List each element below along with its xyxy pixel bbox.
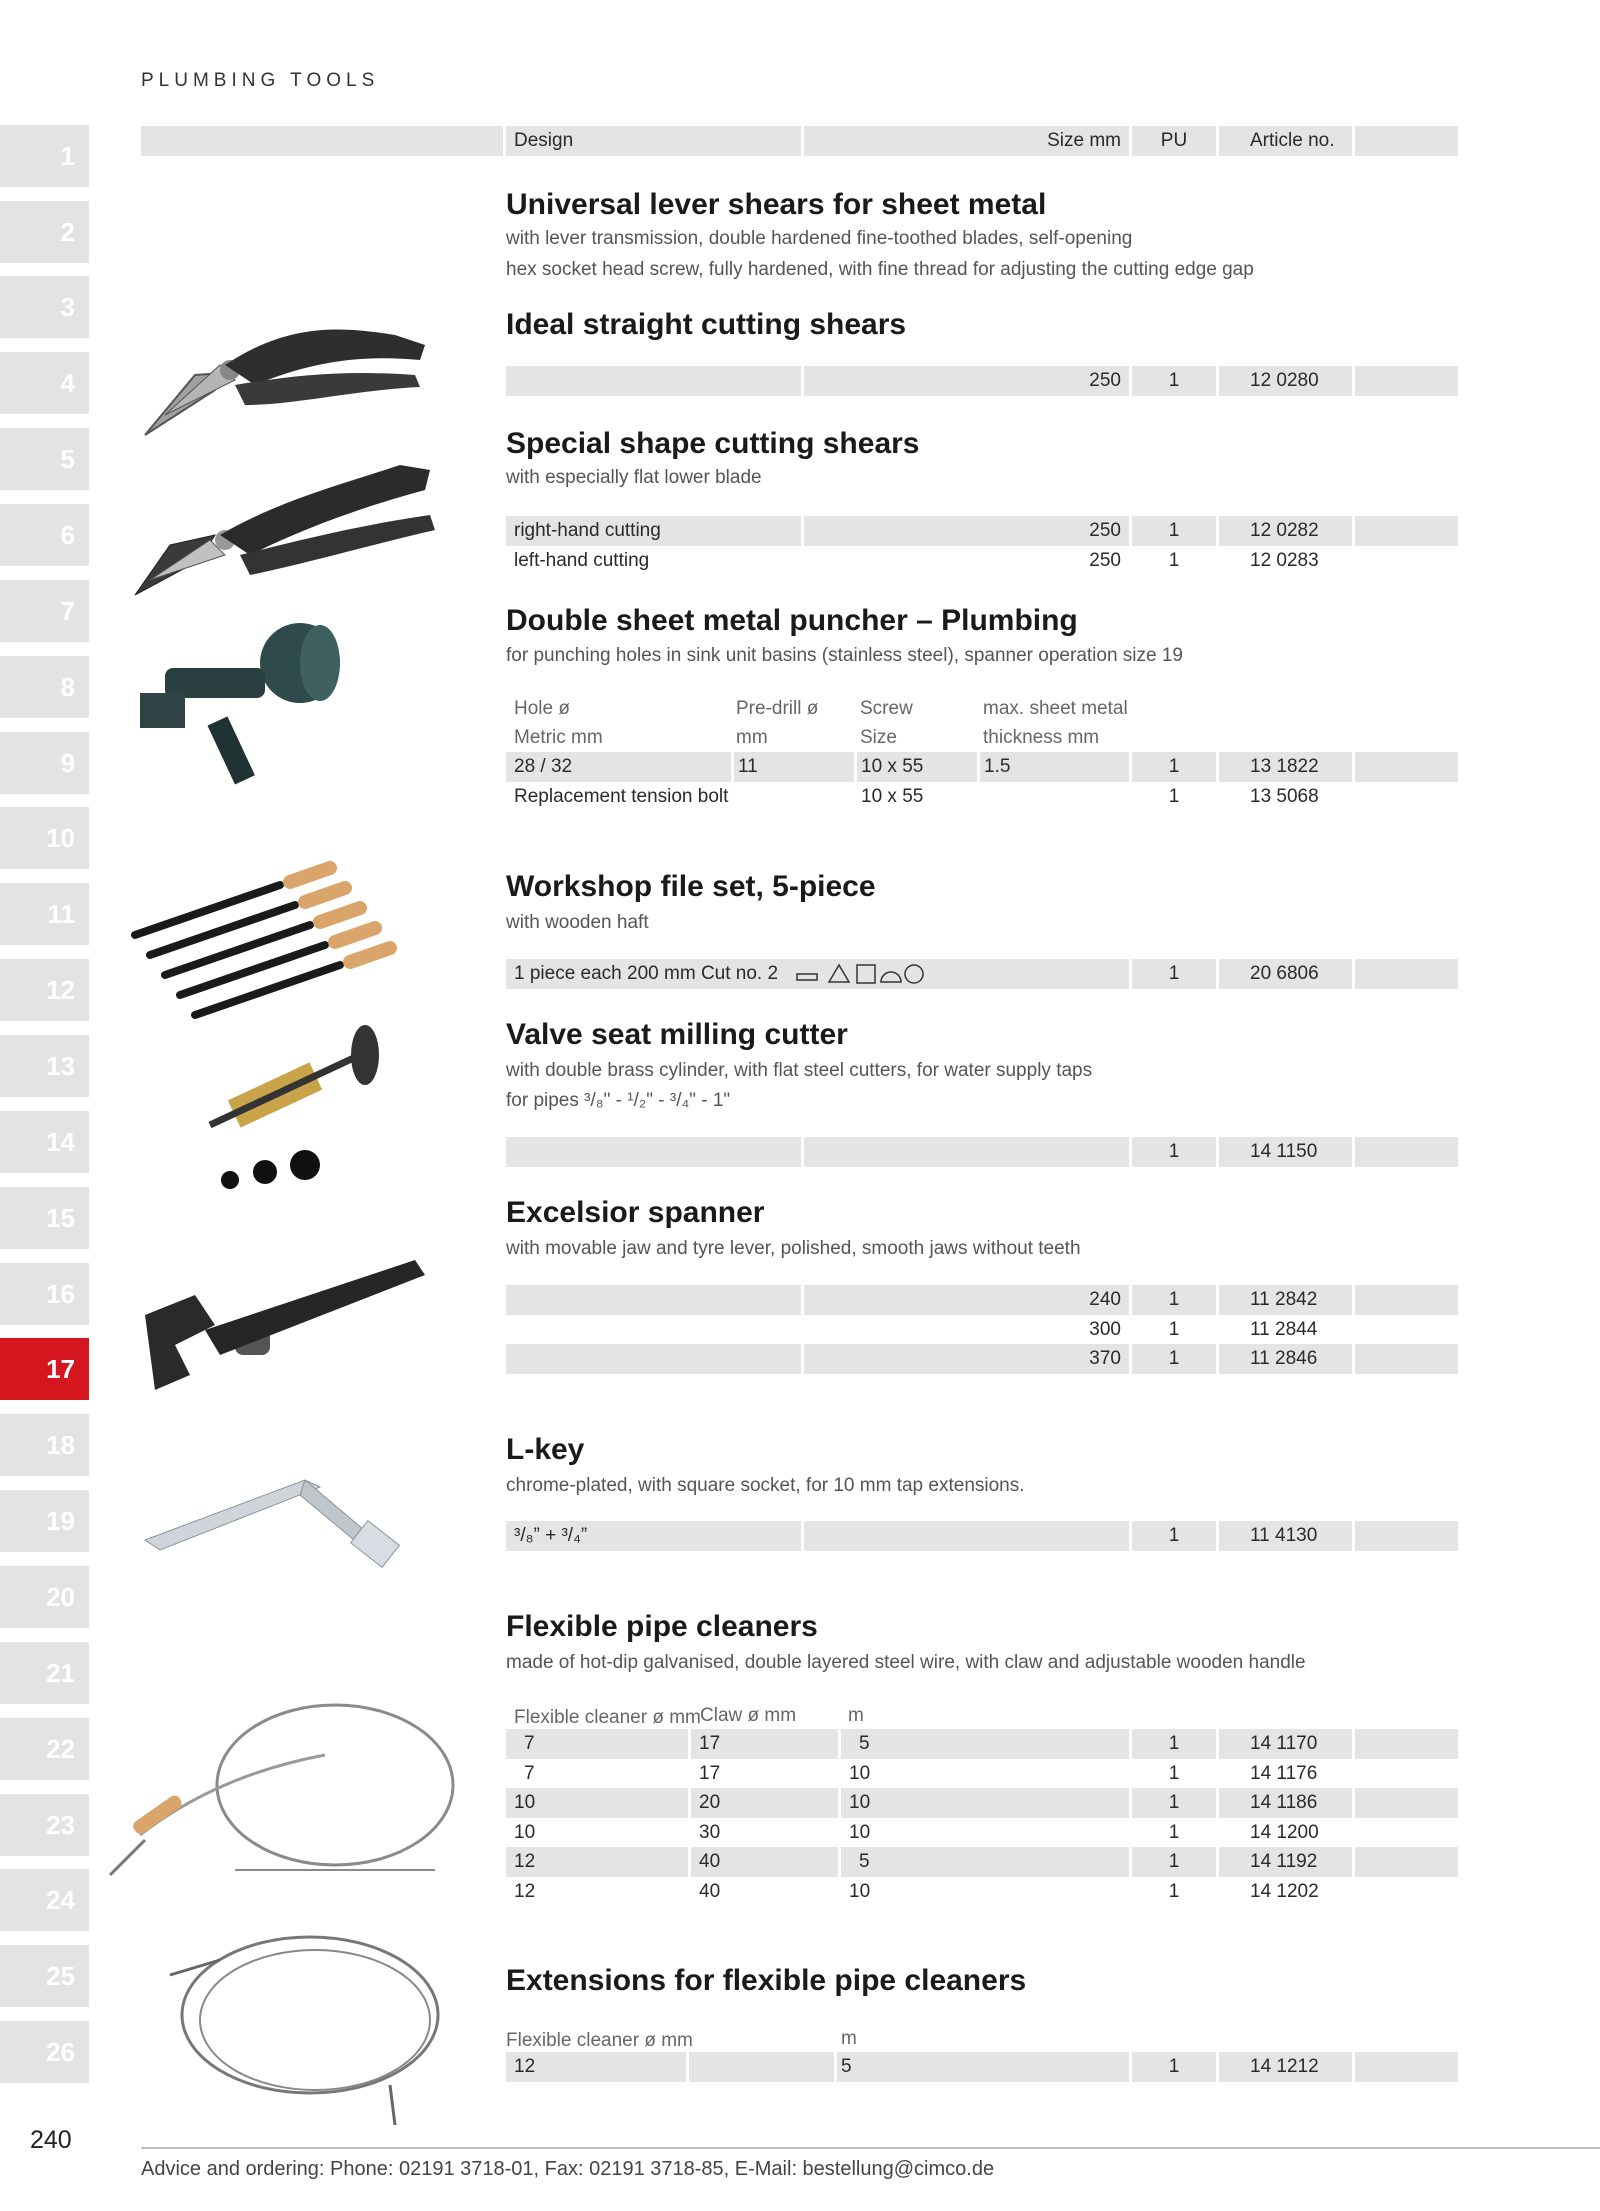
row-predrill: 11 — [734, 752, 854, 782]
row-end — [1355, 1788, 1458, 1818]
product-title-pipe-cleaners: Flexible pipe cleaners — [506, 1610, 818, 1643]
chapter-tab-2[interactable]: 2 — [0, 201, 89, 263]
row-pu: 1 — [1132, 752, 1216, 782]
chapter-tab-8[interactable]: 8 — [0, 656, 89, 718]
product-title-file-set: Workshop file set, 5-piece — [506, 870, 876, 903]
row-length: 5 — [837, 2052, 1129, 2082]
row-article: 11 2844 — [1250, 1319, 1318, 1340]
row-article: 11 2846 — [1219, 1344, 1352, 1374]
row-screw: 10 x 55 — [857, 752, 977, 782]
footer-contact: Advice and ordering: Phone: 02191 3718-01, Fax: 02191 3718-85, E-Mail: bestellung@cimco.de — [141, 2158, 995, 2180]
chapter-tab-5[interactable]: 5 — [0, 428, 89, 490]
row-article: 14 1170 — [1219, 1729, 1352, 1759]
chapter-tab-4[interactable]: 4 — [0, 352, 89, 414]
row-article: 14 1202 — [1250, 1881, 1319, 1902]
header-size: Size mm — [804, 126, 1129, 156]
row-pu: 1 — [1132, 959, 1216, 989]
row-pu: 1 — [1132, 366, 1216, 396]
extension-cleaner-image — [150, 1920, 450, 2130]
row-article: 14 1176 — [1250, 1763, 1318, 1784]
row-thickness: 1.5 — [980, 752, 1129, 782]
col-length: m — [841, 2028, 857, 2049]
product-title-excelsior-spanner: Excelsior spanner — [506, 1196, 765, 1229]
row-pu: 1 — [1132, 516, 1216, 546]
row-diameter: 10 — [514, 1822, 536, 1843]
row-pu: 1 — [1132, 1344, 1216, 1374]
row-hole: Replacement tension bolt — [514, 786, 729, 807]
page-number: 240 — [30, 2126, 72, 2154]
file-set-image — [130, 840, 410, 1020]
chapter-tab-1[interactable]: 1 — [0, 125, 89, 187]
row-article: 14 1150 — [1219, 1137, 1352, 1167]
row-size: 370 — [804, 1344, 1129, 1374]
row-length: 10 — [849, 1881, 871, 1902]
product-title-special-shape-shears: Special shape cutting shears — [506, 427, 920, 460]
row-diameter: 10 — [506, 1788, 688, 1818]
row-design: right-hand cutting — [506, 516, 801, 546]
row-design — [506, 1137, 801, 1167]
row-screw: 10 x 55 — [861, 786, 924, 807]
chapter-tab-14[interactable]: 14 — [0, 1111, 89, 1173]
chapter-tab-22[interactable]: 22 — [0, 1718, 89, 1780]
row-pu: 1 — [1132, 1521, 1216, 1551]
header-design: Design — [506, 126, 801, 156]
product-desc: with double brass cylinder, with flat steel cutters, for water supply taps — [506, 1060, 1093, 1081]
product-desc: with lever transmission, double hardened fine-toothed blades, self-opening — [506, 228, 1133, 249]
col-thickness-unit: thickness mm — [983, 727, 1100, 748]
row-claw: 20 — [691, 1788, 838, 1818]
l-key-image — [140, 1465, 420, 1575]
row-article: 14 1200 — [1250, 1822, 1319, 1843]
row-length: 5 — [841, 1847, 1129, 1877]
product-desc: for pipes ³/₈" - ¹/₂" - ³/₄" - 1" — [506, 1090, 731, 1111]
row-size: 240 — [804, 1285, 1129, 1315]
header-article: Article no. — [1219, 126, 1352, 156]
row-claw: 30 — [699, 1822, 721, 1843]
row-article: 14 1212 — [1219, 2052, 1352, 2082]
row-length: 10 — [841, 1788, 1129, 1818]
row-design-text: 1 piece each 200 mm Cut no. 2 — [514, 963, 779, 984]
product-desc: hex socket head screw, fully hardened, with fine thread for adjusting the cutting edge gap — [506, 259, 1254, 280]
row-pu: 1 — [1168, 550, 1180, 571]
product-desc: with movable jaw and tyre lever, polished, smooth jaws without teeth — [506, 1238, 1081, 1259]
row-pu: 1 — [1168, 1319, 1180, 1340]
product-title-universal-lever-shears: Universal lever shears for sheet metal — [506, 188, 1047, 221]
chapter-tab-15[interactable]: 15 — [0, 1187, 89, 1249]
col-predrill-unit: mm — [736, 727, 768, 748]
row-pu: 1 — [1132, 1788, 1216, 1818]
row-claw: 17 — [699, 1763, 721, 1784]
straight-shears-image — [135, 295, 435, 445]
product-desc: chrome-plated, with square socket, for 10 mm tap extensions. — [506, 1475, 1025, 1496]
col-hole: Hole ø — [514, 698, 570, 719]
special-shears-image — [130, 455, 450, 605]
product-title-extensions: Extensions for flexible pipe cleaners — [506, 1964, 1027, 1997]
col-hole-unit: Metric mm — [514, 727, 603, 748]
row-length: 10 — [849, 1763, 871, 1784]
chapter-tab-6[interactable]: 6 — [0, 504, 89, 566]
row-end — [1355, 366, 1458, 396]
row-design — [506, 366, 801, 396]
row-end — [1355, 1137, 1458, 1167]
col-screw-unit: Size — [860, 727, 897, 748]
row-end — [1355, 1344, 1458, 1374]
row-article: 11 2842 — [1219, 1285, 1352, 1315]
row-pu: 1 — [1168, 1881, 1180, 1902]
chapter-tab-7[interactable]: 7 — [0, 580, 89, 642]
row-end — [1355, 516, 1458, 546]
section-title: PLUMBING TOOLS — [141, 70, 380, 91]
row-diameter: 12 — [506, 1847, 688, 1877]
pipe-cleaner-image — [105, 1690, 455, 1890]
puncher-image — [135, 608, 365, 788]
row-article: 11 4130 — [1219, 1521, 1352, 1551]
row-article: 20 6806 — [1219, 959, 1352, 989]
row-article: 14 1192 — [1219, 1847, 1352, 1877]
row-design — [506, 959, 1129, 989]
col-predrill: Pre-drill ø — [736, 698, 819, 719]
row-design: ³/₈” + ³/₄” — [506, 1521, 801, 1551]
row-pu: 1 — [1168, 786, 1180, 807]
table-header — [0, 126, 1460, 156]
file-profile-icons — [795, 962, 925, 986]
product-title-double-puncher: Double sheet metal puncher – Plumbing — [506, 604, 1078, 637]
row-pu: 1 — [1132, 1847, 1216, 1877]
chapter-tab-23[interactable]: 23 — [0, 1794, 89, 1856]
row-hole: 28 / 32 — [506, 752, 731, 782]
col-length: m — [848, 1705, 864, 1726]
row-diameter: 12 — [514, 1881, 536, 1902]
row-size — [804, 1137, 1129, 1167]
row-end — [1355, 1285, 1458, 1315]
chapter-tab-10[interactable]: 10 — [0, 807, 89, 869]
product-title-straight-shears: Ideal straight cutting shears — [506, 308, 907, 341]
chapter-tab-19[interactable]: 19 — [0, 1490, 89, 1552]
col-cleaner-diameter: Flexible cleaner ø mm — [514, 1707, 701, 1728]
row-article: 13 1822 — [1219, 752, 1352, 782]
row-length: 10 — [849, 1822, 871, 1843]
product-title-l-key: L-key — [506, 1433, 585, 1466]
product-desc: made of hot-dip galvanised, double layered steel wire, with claw and adjustable wooden handle — [506, 1652, 1306, 1673]
row-size: 250 — [1089, 550, 1121, 571]
col-thickness: max. sheet metal — [983, 698, 1128, 719]
chapter-tab-9[interactable]: 9 — [0, 732, 89, 794]
chapter-tab-16[interactable]: 16 — [0, 1263, 89, 1325]
row-claw: 17 — [691, 1729, 838, 1759]
product-desc: with wooden haft — [506, 912, 649, 933]
chapter-tab-13[interactable]: 13 — [0, 1035, 89, 1097]
chapter-tab-3[interactable]: 3 — [0, 276, 89, 338]
chapter-tab-25[interactable]: 25 — [0, 1945, 89, 2007]
row-pu: 1 — [1168, 1763, 1180, 1784]
row-end — [1355, 752, 1458, 782]
row-end — [1355, 2052, 1458, 2082]
row-diameter: 7 — [506, 1729, 688, 1759]
row-article: 12 0283 — [1250, 550, 1319, 571]
row-pu: 1 — [1132, 1137, 1216, 1167]
chapter-tab-24[interactable]: 24 — [0, 1869, 89, 1931]
chapter-tab-11[interactable]: 11 — [0, 883, 89, 945]
row-size: 250 — [804, 516, 1129, 546]
product-desc: for punching holes in sink unit basins (stainless steel), spanner operation size 19 — [506, 645, 1183, 666]
col-screw: Screw — [860, 698, 913, 719]
row-design — [506, 1344, 801, 1374]
chapter-tab-18[interactable]: 18 — [0, 1414, 89, 1476]
header-end — [1355, 126, 1458, 156]
row-design: left-hand cutting — [514, 550, 650, 571]
product-title-milling-cutter: Valve seat milling cutter — [506, 1018, 848, 1051]
header-pu: PU — [1132, 126, 1216, 156]
row-size — [804, 1521, 1129, 1551]
row-article: 14 1186 — [1219, 1788, 1352, 1818]
row-article: 12 0282 — [1219, 516, 1352, 546]
chapter-tab-26[interactable]: 26 — [0, 2021, 89, 2083]
row-end — [1355, 1521, 1458, 1551]
row-pu: 1 — [1168, 1822, 1180, 1843]
chapter-tab-17-active[interactable]: 17 — [0, 1338, 89, 1400]
footer-divider — [141, 2147, 1600, 2149]
product-desc: with especially flat lower blade — [506, 467, 762, 488]
milling-cutter-image — [190, 1020, 410, 1190]
row-diameter: 12 — [506, 2052, 686, 2082]
row-pu: 1 — [1132, 2052, 1216, 2082]
row-claw: 40 — [699, 1881, 721, 1902]
spanner-image — [135, 1255, 435, 1405]
row-end — [1355, 1729, 1458, 1759]
row-pu: 1 — [1132, 1729, 1216, 1759]
row-blank — [689, 2052, 834, 2082]
row-design — [506, 1285, 801, 1315]
row-length: 5 — [841, 1729, 1129, 1759]
row-article: 12 0280 — [1219, 366, 1352, 396]
row-end — [1355, 959, 1458, 989]
row-claw: 40 — [691, 1847, 838, 1877]
row-end — [1355, 1847, 1458, 1877]
row-size: 250 — [804, 366, 1129, 396]
col-claw-diameter: Claw ø mm — [700, 1705, 797, 1726]
chapter-tab-12[interactable]: 12 — [0, 959, 89, 1021]
row-diameter: 7 — [524, 1763, 535, 1784]
col-cleaner-diameter: Flexible cleaner ø mm — [506, 2030, 693, 2051]
row-size: 300 — [1089, 1319, 1121, 1340]
chapter-tab-21[interactable]: 21 — [0, 1642, 89, 1704]
row-pu: 1 — [1132, 1285, 1216, 1315]
chapter-tab-20[interactable]: 20 — [0, 1566, 89, 1628]
row-article: 13 5068 — [1250, 786, 1319, 807]
